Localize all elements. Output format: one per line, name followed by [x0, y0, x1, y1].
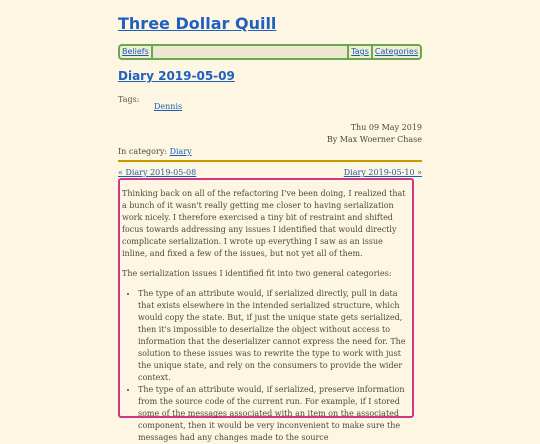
paragraph: Thinking back on all of the refactoring I've been doing, I realized that a bunch of it wasn't really getting me closer to having serialization work nicely. I therefore exercised a tiny bit of restraint and shifted focus towards addressing any issues I identified that would directly complicate serialization. I wrote up everything I saw as an issue inline, and fixed a few of the issues, but not yet all of them. [122, 189, 406, 258]
category-link[interactable]: Diary [169, 147, 192, 156]
next-post-link[interactable]: Diary 2019-05-10 » [343, 168, 422, 177]
site-title-link[interactable]: Three Dollar Quill [118, 14, 277, 33]
post-author: By Max Woerner Chase [326, 135, 422, 144]
tags-label: Tags: [118, 95, 140, 104]
category-line [118, 147, 192, 156]
list-item: • The type of an attribute would, if serialized directly, pull in data that exists elsewhere in the intended serialized structure, which would copy the state. But, if just the unique state gets serialized, then it's impossible to deserialize the object without access to information that the deserializer cannot express the need for. The solution to these issues was to rewrite the type to work with just the unique state, and rely on the consumers to provide the wider context. [138, 288, 410, 384]
paragraph: The serialization issues I identified fit into two general categories: [122, 269, 392, 278]
nav-spacer [153, 46, 347, 58]
nav-link-categories[interactable]: Categories [374, 47, 418, 56]
bullet-list [122, 288, 410, 444]
nav-link-tags[interactable]: Tags [351, 47, 369, 56]
prev-post-link[interactable]: « Diary 2019-05-08 [118, 168, 197, 177]
nav-bar [118, 44, 422, 60]
article-body [118, 178, 414, 442]
post-title-link[interactable]: Diary 2019-05-09 [118, 69, 235, 83]
category-label: In category: [118, 147, 168, 156]
section-divider [118, 160, 422, 162]
post-date: Thu 09 May 2019 [350, 123, 422, 132]
tag-link-dennis[interactable]: Dennis [154, 102, 183, 111]
list-item: • The type of an attribute would, if serialized, preserve information from the source code of the current run. For example, if I stored some of the messages associated with an item on the associated component, then it would be very inconvenient to make sure the messages had any changes made to the source [138, 384, 410, 444]
nav-link-beliefs[interactable]: Beliefs [122, 47, 149, 56]
